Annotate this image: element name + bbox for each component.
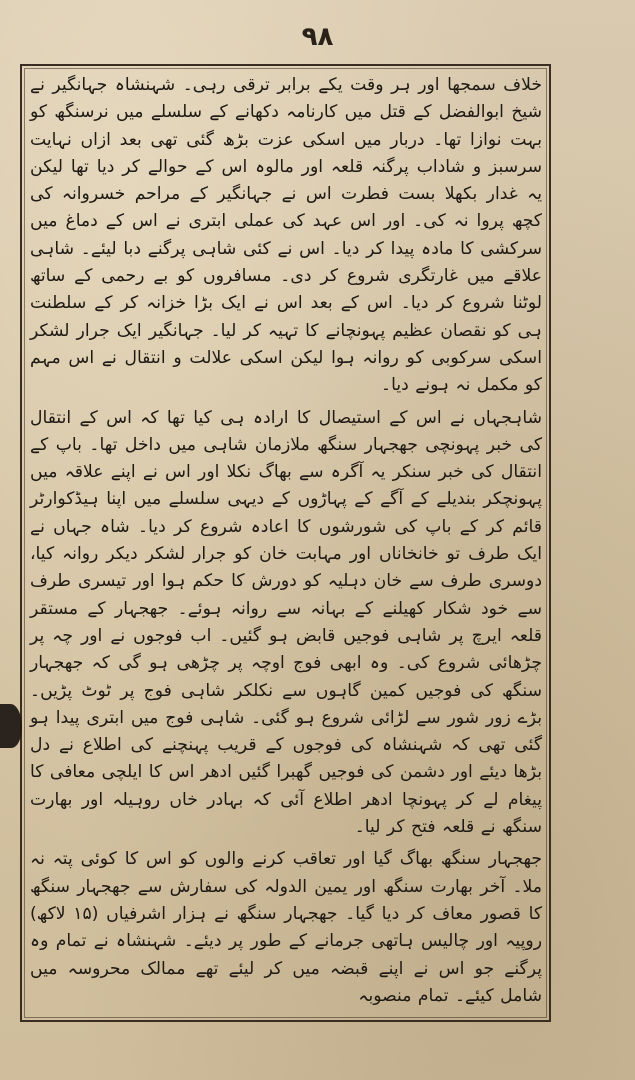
paragraph-2: شاہجہاں نے اس کے استیصال کا ارادہ ہی کیا تھا کہ اس کے انتقال کی خبر پہونچی جھجہار سنگھ ملازمان شاہی میں داخل تھا۔ باپ کے انتقال کی خبر سنکر یہ آگرہ سے بھاگ نکلا اور اس نے اپنے علاقہ میں پہونچکر بندیلے کے آگے کے پہاڑوں کے دیہی سلسلے میں اپنا ہیڈکوارٹر قائم کر کے باپ کی شورشوں کا اعادہ شروع کر دیا۔ شاہ جہاں نے ایک طرف تو خانخاناں اور مہابت خان کو جرار لشکر دیکر روانہ کیا، دوسری طرف سے خان دہلیہ کو دورش کا حکم ہوا اور تیسری طرف سے خود شکار کھیلنے کے بہانہ سے روانہ ہوئے۔ جھجہار کے مستقر قلعہ ایرچ پر شاہی فوجیں قابض ہو گئیں۔ اب فوجوں نے اور چہ پر چڑھائی شروع کی۔ وہ ابھی فوج اوچہ پر چڑھی ہو گی کہ جھجہار سنگھ کی فوجیں کمین گاہوں سے نکلکر شاہی فوج پر ٹوٹ پڑیں۔ بڑے زور شور سے لڑائی شروع ہو گئی۔ شاہی فوج میں ابتری پیدا ہو گئی تھی کہ شہنشاہ کی فوجوں کے قریب پہنچنے کی اطلاع نے دل بڑھا دیئے اور دشمن کی فوجیں گھبرا گئیں ادھر اس کا ایلچی معافی کا پیغام لے کر پہونچا ادھر اطلاع آئی کہ بہادر خاں روہیلہ اور بھارت سنگھ نے قلعہ فتح کر لیا۔ <box>30 407 542 838</box>
binding-hole-mark <box>0 704 22 748</box>
page-number: ۹۸ <box>301 22 334 52</box>
paragraph-3: جھجہار سنگھ بھاگ گیا اور تعاقب کرنے والوں کو اس کا کوئی پتہ نہ ملا۔ آخر بھارت سنگھ اور یمین الدولہ کی سفارش سے جھجہار سنگھ کا قصور معاف کر دیا گیا۔ جھجہار سنگھ نے ہزار اشرفیاں (۱۵ لاکھ) روپیہ اور چالیس ہاتھی جرمانے کے طور پر دیئے۔ شہنشاہ نے تمام وہ پرگنے جو اس نے اپنے قبضہ میں کر لیئے تھے ممالک محروسہ میں شامل کیئے۔ تمام منصوبہ <box>30 849 542 1006</box>
main-text-block <box>30 72 542 1010</box>
paragraph-1: خلاف سمجھا اور ہر وقت یکے برابر ترقی رہی۔ شہنشاہ جہانگیر نے شیخ ابوالفضل کے قتل میں کارنامہ دکھانے کے سلسلے میں نرسنگھ کو بہت نوازا تھا۔ دربار میں اسکی عزت بڑھ گئی تھی بعد ازاں نہایت سرسبز و شاداب پرگنہ قلعہ اور مالوہ اس کے حوالے کر دیا تھا لیکن یہ غدار بکھلا بست فطرت اس نے جہانگیر کے مراحم خسروانہ کی کچھ پروا نہ کی۔ اور اس عہد کی عملی ابتری نے اس کے دماغ میں سرکشی کا مادہ پیدا کر دیا۔ اس نے کئی شاہی پرگنے دبا لیئے۔ شاہی علاقے میں غارتگری شروع کر دی۔ مسافروں کو بے رحمی کے ساتھ لوٹنا شروع کر دیا۔ اس کے بعد اس نے ایک بڑا خزانہ کر کے سلطنت ہی کو نقصان عظیم پہونچانے کا تہیہ کر لیا۔ جہانگیر ایک جرار لشکر اسکی سرکوبی کو روانہ ہوا لیکن اسکی علالت و انتقال نے اس مہم کو مکمل نہ ہونے دیا۔ <box>30 75 542 396</box>
